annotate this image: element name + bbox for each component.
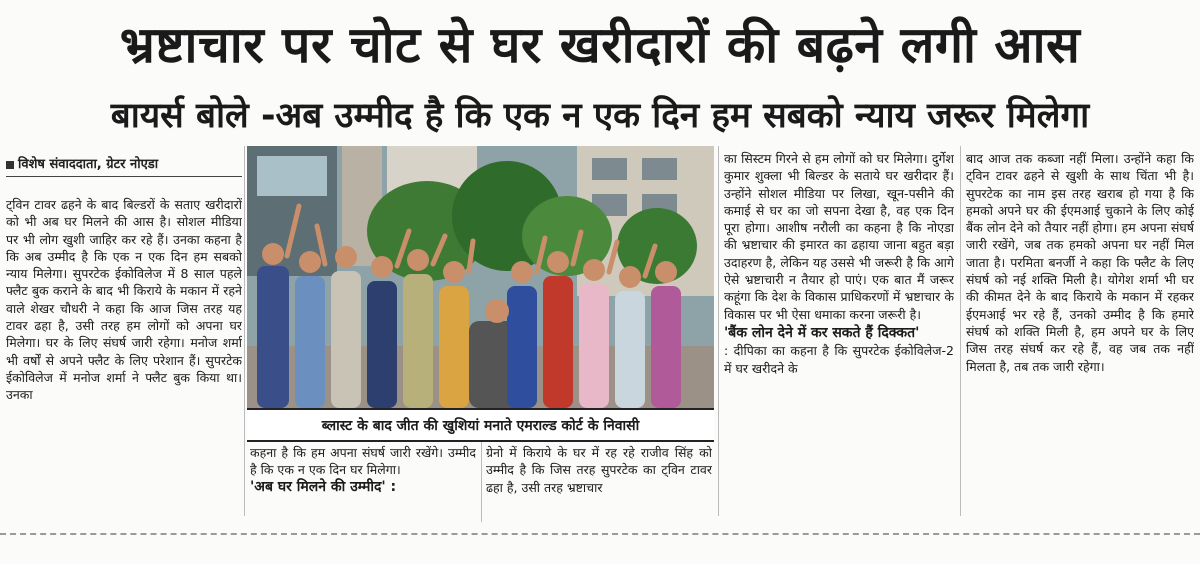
column-2 xyxy=(250,444,476,524)
news-photo xyxy=(247,146,714,408)
byline-divider xyxy=(6,176,242,177)
column-4-subtitle: 'बैंक लोन देने में कर सकते हैं दिक्कत' xyxy=(724,324,920,341)
column-2-text: कहना है कि हम अपना संघर्ष जारी रखेंगे। उम्मीद है कि एक न एक दिन घर मिलेगा। xyxy=(250,445,476,478)
byline xyxy=(6,154,242,172)
column-divider xyxy=(718,146,719,516)
headline: भ्रष्टाचार पर चोट से घर खरीदारों की बढ़ने लगी आस xyxy=(119,16,1081,74)
column-5-text: बाद आज तक कब्जा नहीं मिला। उन्होंने कहा कि ट्विन टावर ढहने से खुशी के साथ चिंता भी है। सुपरटेक का नाम इस तरह खराब हो गया है कि हमको अपने घर की ईएमआई चुकाने के लिए कोई बैंक लोन देने को तैयार नहीं होगा। हम अपना संघर्ष जारी रखेंगे, जब तक हमको अपना घर नहीं मिल जाता है। परमिता बनर्जी ने कहा कि फ्लैट के लिए संघर्ष को नई शक्ति मिली है। योगेश शर्मा भी घर की कीमत देने के बाद किराये के मकान में रहकर ईएमआई भर रहे हैं, उनको उम्मीद है कि हमारे संघर्ष को शक्ति मिली है, हम अपने घर के लिए जिस तरह संघर्ष कर रहे हैं, वह जब तक नहीं मिलता है, तब तक जारी रहेगा। xyxy=(966,151,1194,374)
column-divider xyxy=(960,146,961,516)
column-3-text: ग्रेनो में किराये के घर में रह रहे राजीव सिंह को उम्मीद है कि जिस तरह सुपरटेक का ट्विन टावर ढहा है, उसी तरह भ्रष्टाचार xyxy=(486,445,712,495)
column-2-subtitle: 'अब घर मिलने की उम्मीद' : xyxy=(250,478,397,495)
column-divider xyxy=(481,442,482,522)
celebration-photo-illustration xyxy=(247,146,714,408)
byline-text: विशेष संवाददाता, ग्रेटर नोएडा xyxy=(18,157,159,172)
bottom-border xyxy=(0,533,1200,535)
subheadline: बायर्स बोले -अब उम्मीद है कि एक न एक दिन हम सबको न्याय जरूर मिलेगा xyxy=(110,95,1090,136)
byline-square-icon xyxy=(6,161,14,169)
column-divider xyxy=(244,146,245,516)
column-4 xyxy=(724,150,954,522)
column-4-text-top: का सिस्टम गिरने से हम लोगों को घर मिलेगा। दुर्गेश कुमार शुक्ला भी बिल्डर के सताये घर खरीदार हैं। उन्होंने सोशल मीडिया पर लिखा, खून-पसीने की कमाई से घर का जो सपना देखा है, वह एक दिन पूरा होगा। आशीष नरौली का कहना है कि नोएडा की भ्रष्टाचार की इमारत का ढहाया जाना बहुत बड़ा उदाहरण है, लेकिन यह उससे भी जरूरी है कि आगे ऐसे भ्रष्टाचारी न तैयार हो पाएं। एक बात मैं जरूर कहूंगा कि देश के विकास प्राधिकरणों में भ्रष्टाचार के विकास पर भी ऐसा धमाका करना जरूरी है। xyxy=(724,151,954,322)
photo-caption: ब्लास्ट के बाद जीत की खुशियां मनाते एमराल्ड कोर्ट के निवासी xyxy=(247,408,714,442)
column-1-text: ट्विन टावर ढहने के बाद बिल्डरों के सताए खरीदारों को भी अब घर मिलने की आस है। सोशल मीडिया पर भी लोग खुशी जाहिर कर रहे हैं। उनका कहना है कि अब उम्मीद है कि एक न एक दिन हम सबको न्याय मिलेगा। सुपरटेक ईकोविलेज में 8 साल पहले फ्लैट बुक कराने के बाद भी किराये के मकान में रहने वाले शेखर चौधरी ने कहा कि आज जिस तरह यह टावर ढहा है, उसी तरह हम लोगों को अपना घर मिलेगा। घर के लिए संघर्ष जारी रहेगा। मनोज शर्मा भी वर्षों से अपने फ्लैट के लिए परेशान हैं। सुपरटेक ईकोविलेज में मनोज शर्मा ने फ्लैट बुक किया था। उनका xyxy=(6,197,242,403)
column-4-text-bottom: : दीपिका का कहना है कि सुपरटेक ईकोविलेज-2 में घर खरीदने के xyxy=(724,343,954,376)
